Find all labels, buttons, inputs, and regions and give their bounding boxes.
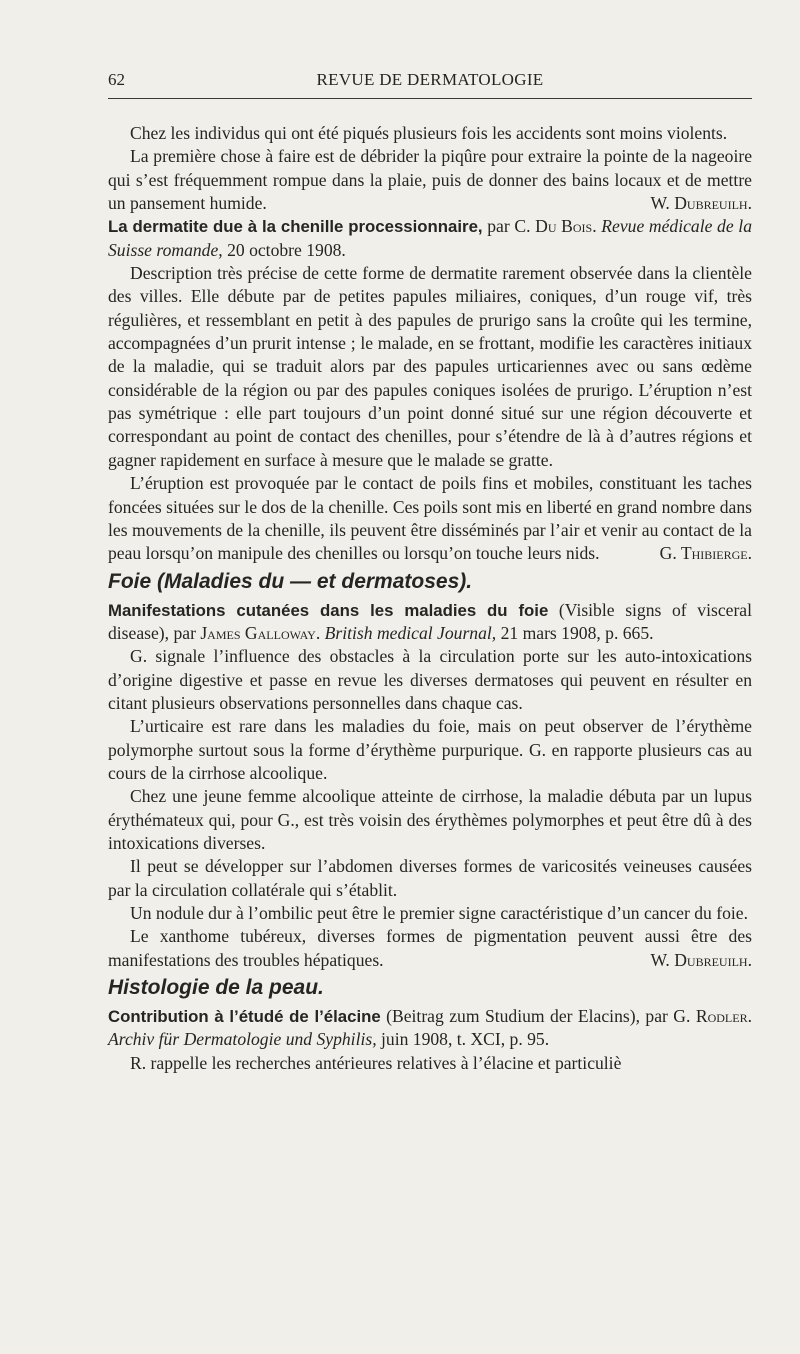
article-author: Du Bois. [535,216,597,237]
page-header [108,70,752,99]
article-heading [108,1005,752,1052]
article-subtitle: (Beitrag zum Studium der Elacins), par G. [380,1006,696,1027]
article-heading [108,215,752,262]
journal-name: British medical Journal, [324,622,497,643]
section-heading: Histologie de la peau. [108,976,324,1000]
article-heading [108,599,752,646]
paragraph: Chez les individus qui ont été piqués plusieurs fois les accidents sont moins violents. [130,123,728,143]
article-byline: par C. [482,216,536,237]
paragraph: L’urticaire est rare dans les maladies du foie, mais on peut observer de l’érythème polymorphe surtout sous la forme d’érythème purpurique. G. en rapporte plusieurs cas au cours de la cirrhose alcoolique. [108,716,752,783]
section-heading: Foie (Maladies du — et dermatoses). [108,569,473,593]
paragraph: G. signale l’influence des obstacles à la circulation porte sur les auto-intoxications d’origine digestive et passe en revue les diverses dermatoses qui peuvent en résulter en citant plusieurs observations personnelles dans chaque cas. [108,646,752,713]
paragraph: Chez une jeune femme alcoolique atteinte de cirrhose, la maladie débuta par un lupus érythémateux qui, pour G., est très voisin des érythèmes polymorphes et peut être dû à des intoxications diverses. [108,786,752,853]
article-author: James Galloway. [200,622,321,643]
paragraph: Il peut se développer sur l’abdomen diverses formes de varicosités veineuses causées par la circulation collatérale qui s’établit. [108,856,752,900]
paragraph: R. rappelle les recherches antérieures relatives à l’élacine et particuliè [130,1052,622,1073]
paragraph [108,925,752,972]
journal-name: Revue médicale de la Suisse romande, [108,216,752,260]
journal-date: juin 1908, t. XCI, p. 95. [376,1029,550,1050]
running-title: REVUE DE DERMATOLOGIE [316,70,544,89]
author-signature: W. Dubreuilh. [650,949,752,970]
journal-date: 20 octobre 1908. [222,239,346,260]
page-number: 62 [108,70,125,89]
paragraph-text: La première chose à faire est de débrider la piqûre pour extraire la pointe de la nageoire qui s’est fréquemment rompue dans la plaie, puis de donner des bains locaux et de mettre un pansement humide. [108,146,752,214]
paragraph [108,145,752,215]
article-author: Rodler. [695,1006,752,1027]
author-signature: G. Thibierge. [659,543,752,564]
journal-name: Archiv für Dermatologie und Syphilis, [108,1029,377,1050]
paragraph-text: L’éruption est provoquée par le contact de poils fins et mobiles, constituant les taches foncées situées sur le dos de la chenille. Ces poils sont mis en liberté en grand nombre dans les mouvements de la chenille, ils peuvent être disséminés par l’air et venir au contact de la peau lorsqu’on manipule des chenilles ou lorsqu’on touche leurs nids. [108,473,752,564]
paragraph: Description très précise de cette forme de dermatite rarement observée dans la clientèle des villes. Elle débute par de petites papules miliaires, coniques, d’un rouge vif, très régulières, et ressemblant en petit à des papules de prurigo sans la croûte qui les termine, accompagnées d’un prurit intense ; le malade, en se frottant, modifie les caractères initiaux de la maladie, qui se traduit alors par des papules urticariennes avec ou sans œdème considérable de la région ou par des papules coniques isolées de prurigo. L’éruption n’est pas symétrique : elle part toujours d’un point donné situé sur une région découverte et correspondant au point de contact des chenilles, pour s’étendre de là à d’autres régions et gagner rapidement en surface à mesure que le malade se gratte. [108,263,752,470]
article-body [108,122,752,1075]
paragraph [108,472,752,565]
article-title: Manifestations cutanées dans les maladies du foie [108,600,549,620]
paragraph: Un nodule dur à l’ombilic peut être le premier signe caractéristique d’un cancer du foie. [130,903,748,923]
author-signature: W. Dubreuilh. [650,193,752,214]
article-title: La dermatite due à la chenille processionnaire, [108,217,483,237]
journal-date: 21 mars 1908, p. 665. [496,622,654,643]
paragraph-text: Le xanthome tubéreux, diverses formes de pigmentation peuvent aussi être des manifestations des troubles hépatiques. [108,926,752,970]
article-subtitle: (Visible signs of visceral disease), par [108,599,752,643]
article-title: Contribution à l’étudé de l’élacine [108,1007,381,1027]
